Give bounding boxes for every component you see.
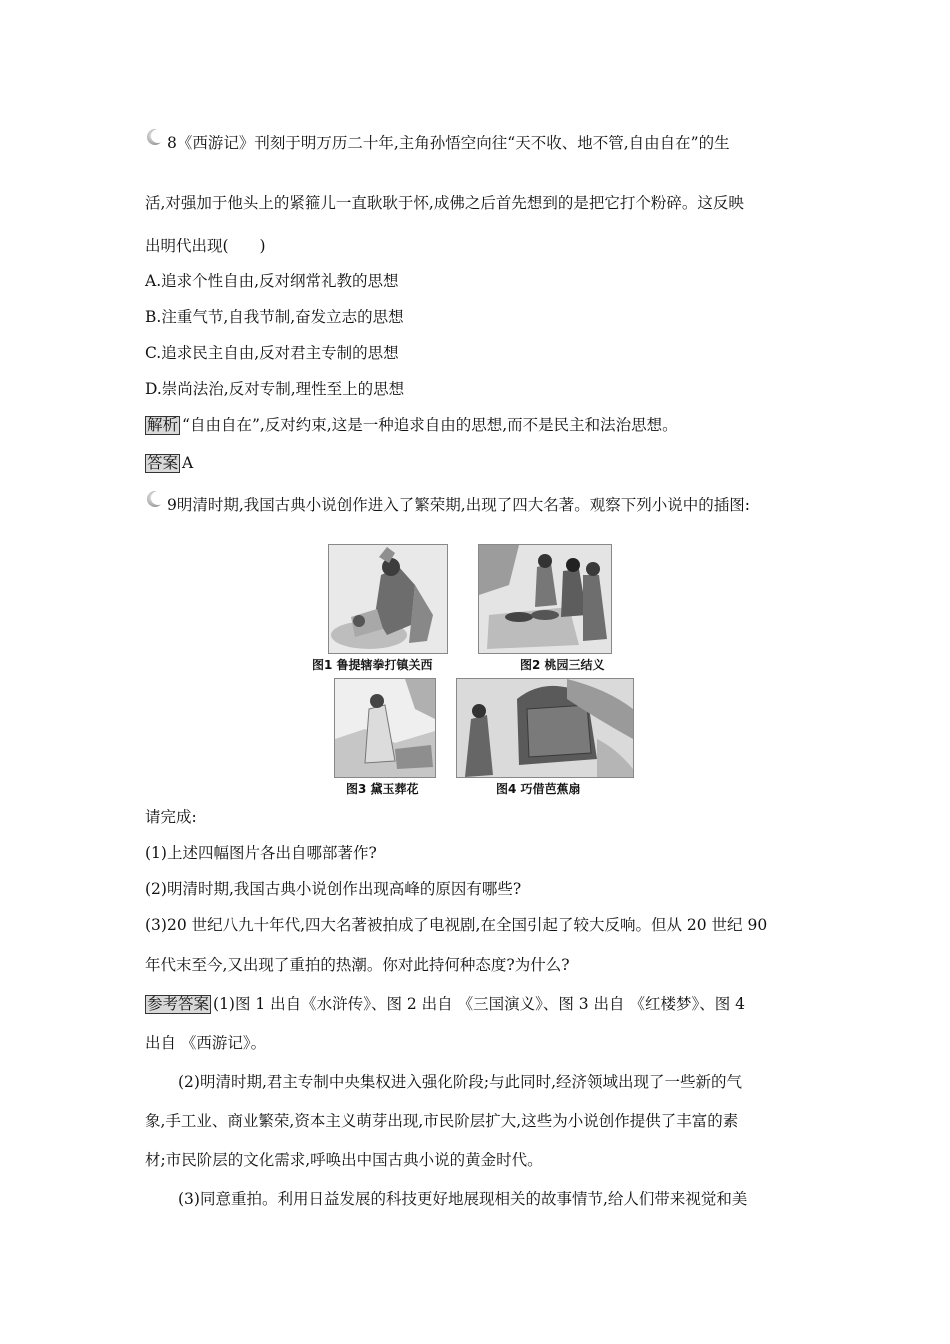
q8-answer [145, 453, 810, 473]
q8-analysis [145, 415, 810, 435]
q8-stem-line2: 活,对强加于他头上的紧箍儿一直耿耿于怀,成佛之后首先想到的是把它打个粉碎。这反映 [145, 194, 744, 212]
q9-stem-line [167, 495, 807, 515]
q8-stem-line3: 出明代出现( ) [145, 237, 266, 255]
q8-option-c: C.追求民主自由,反对君主专制的思想 [145, 344, 399, 362]
figure1-caption: 图1 鲁提辖拳打镇关西 [312, 658, 433, 672]
q8-stem-line1 [167, 133, 807, 153]
figure2-caption: 图2 桃园三结义 [520, 658, 605, 672]
figure2-image [478, 544, 612, 654]
figure1-image [328, 544, 448, 654]
q9-reference-answer-line1 [145, 994, 810, 1014]
q8-option-d: D.崇尚法治,反对专制,理性至上的思想 [145, 380, 405, 398]
figure3-caption: 图3 黛玉葬花 [346, 782, 419, 796]
q9-sub-question-3b: 年代末至今,又出现了重拍的热潮。你对此持何种态度?为什么? [145, 956, 570, 974]
reference-answer-text: (1)图 1 出自《水浒传》、图 2 出自 《三国演义》、图 3 出自 《红楼梦》、图 4 [213, 995, 746, 1013]
figure4-image [456, 678, 634, 778]
question-marker-icon [145, 128, 167, 146]
q9-number: 9 [167, 496, 177, 514]
q9-reference-answer-line3: (2)明清时期,君主专制中央集权进入强化阶段;与此同时,经济领域出现了一些新的气 [178, 1073, 743, 1091]
figure4-caption: 图4 巧借芭蕉扇 [496, 782, 581, 796]
answer-label: 答案 [147, 454, 179, 472]
q8-stem-text: 《西游记》刊刻于明万历二十年,主角孙悟空向往“天不收、地不管,自由自在”的生 [176, 134, 730, 152]
q9-stem-text: 明清时期,我国古典小说创作进入了繁荣期,出现了四大名著。观察下列小说中的插图: [176, 496, 750, 514]
answer-text: A [182, 454, 194, 472]
figure3-image [334, 678, 436, 778]
analysis-label: 解析 [147, 416, 179, 434]
q9-reference-answer-line6: (3)同意重拍。利用日益发展的科技更好地展现相关的故事情节,给人们带来视觉和美 [178, 1190, 748, 1208]
q9-sub-question-3a: (3)20 世纪八九十年代,四大名著被拍成了电视剧,在全国引起了较大反响。但从 20 世纪 90 [145, 916, 768, 934]
analysis-text: “自由自在”,反对约束,这是一种追求自由的思想,而不是民主和法治思想。 [182, 416, 678, 434]
q9-sub-question-2: (2)明清时期,我国古典小说创作出现高峰的原因有哪些? [145, 880, 522, 898]
q9-reference-answer-line5: 材;市民阶层的文化需求,呼唤出中国古典小说的黄金时代。 [145, 1151, 543, 1169]
q9-sub-question-1: (1)上述四幅图片各出自哪部著作? [145, 844, 377, 862]
q8-option-a: A.追求个性自由,反对纲常礼教的思想 [145, 272, 399, 290]
illustrations-figure [310, 540, 640, 800]
question-marker-icon [145, 490, 167, 508]
q9-reference-answer-line4: 象,手工业、商业繁荣,资本主义萌芽出现,市民阶层扩大,这些为小说创作提供了丰富的素 [145, 1112, 739, 1130]
q9-reference-answer-line2: 出自 《西游记》。 [145, 1034, 267, 1052]
q8-number: 8 [167, 134, 177, 152]
q8-option-b: B.注重气节,自我节制,奋发立志的思想 [145, 308, 404, 326]
q9-prompt: 请完成: [145, 808, 197, 826]
reference-answer-label: 参考答案 [147, 995, 210, 1013]
